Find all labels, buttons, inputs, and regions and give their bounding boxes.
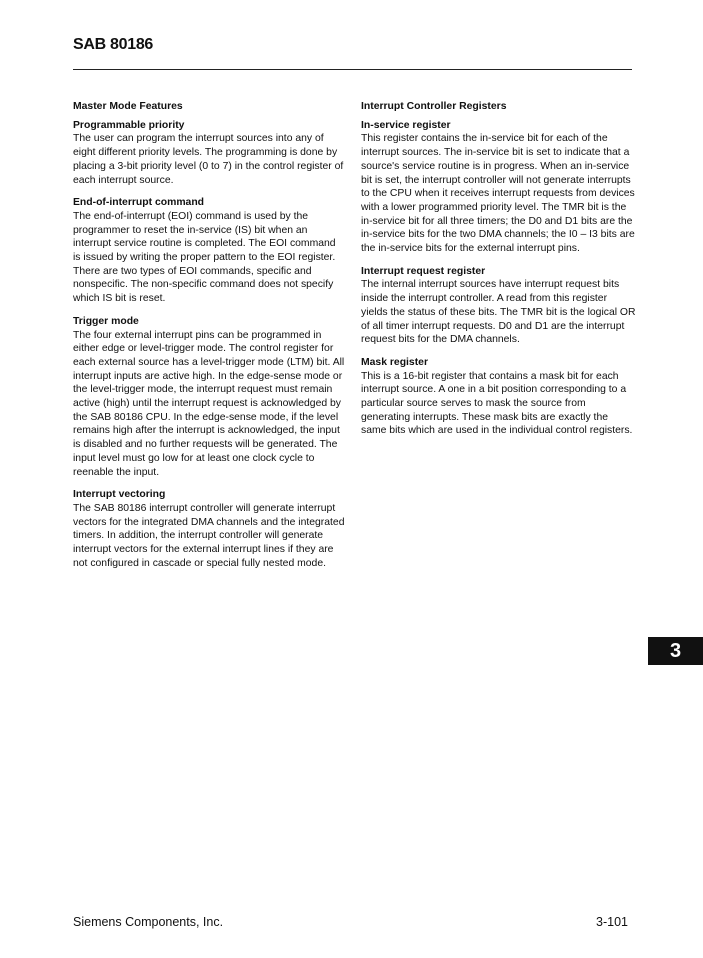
section-interrupt-request-register [361,265,636,347]
section-title: In-service register [361,119,451,131]
right-column [361,100,636,438]
footer-page-number: 3-101 [596,915,628,929]
section-trigger-mode [73,315,345,479]
left-column [73,100,345,571]
section-body: This register contains the in-service bit for each of the interrupt sources. The in-service bit is set to indicate that a source's service routine is in progress. When an in-service bit is set, the interrupt controller will not generate interrupts to the CPU when it receives interrupt requests from devices with a lower programmed priority level. The TMR bit is the in-service bit for all three timers; the D0 and D1 bits are the in-service bits for the two DMA channels; the I0 – I3 bits are the in-service bits for the external interrupt pins. [361,133,635,255]
section-title: Trigger mode [73,315,139,327]
section-body: The internal interrupt sources have interrupt request bits inside the interrupt controller. A read from this register yields the status of these bits. The TMR bit is the logical OR of all timer interrupt requests. D0 and D1 are the interrupt request bits for the DMA channels. [361,279,636,346]
header-divider [73,69,632,70]
section-title: Programmable priority [73,119,185,131]
section-mask-register [361,356,636,438]
footer-company: Siemens Components, Inc. [73,915,224,929]
section-interrupt-vectoring [73,488,345,570]
section-title: Interrupt vectoring [73,489,166,501]
section-title: Mask register [361,356,428,368]
section-body: The end-of-interrupt (EOI) command is used by the programmer to reset the in-service (IS) bit when an interrupt service routine is completed. The EOI command is issued by writing the proper pattern to the EOI register. There are two types of EOI commands, specific and nonspecific. The non-specific command does not specify which IS bit is reset. [73,210,336,305]
section-programmable-priority [73,119,345,188]
section-in-service-register [361,119,636,256]
section-title: End-of-interrupt command [73,197,205,209]
column-heading: Interrupt Controller Registers [361,101,507,112]
chapter-tab: 3 [648,637,703,665]
section-end-of-interrupt-command [73,196,345,306]
section-body: The four external interrupt pins can be programmed in either edge or level-trigger mode. The control register for each external source has a level-trigger mode (LTM) bit. All interrupt inputs are active high. In the edge-sense mode or the level-trigger mode, the interrupt request must remain active (high) until the interrupt request is acknowledged by the SAB 80186 CPU. In the edge-sense mode, if the level remains high after the interrupt is acknowledged, the input is disabled and no further requests will be generated. The input level must go low for at least one clock cycle to reenable the input. [73,329,345,478]
section-title: Interrupt request register [361,265,486,277]
section-body: The user can program the interrupt sources into any of eight different priority levels. The programming is done by placing a 3-bit priority level (0 to 7) in the control register of each interrupt source. [73,133,344,186]
page-title: SAB 80186 [73,36,154,53]
column-heading: Master Mode Features [73,101,183,112]
section-body: This is a 16-bit register that contains a mask bit for each interrupt source. A one in a bit position corresponding to a particular source serves to mask the source from generating interrupts. These mask bits are exactly the same bits which are used in the individual control registers. [361,370,633,437]
section-body: The SAB 80186 interrupt controller will generate interrupt vectors for the integrated DMA channels and the integrated timers. In addition, the interrupt controller will generate interrupt vectors for the external interrupt lines if they are not configured in cascade or special fully nested mode. [73,502,345,569]
